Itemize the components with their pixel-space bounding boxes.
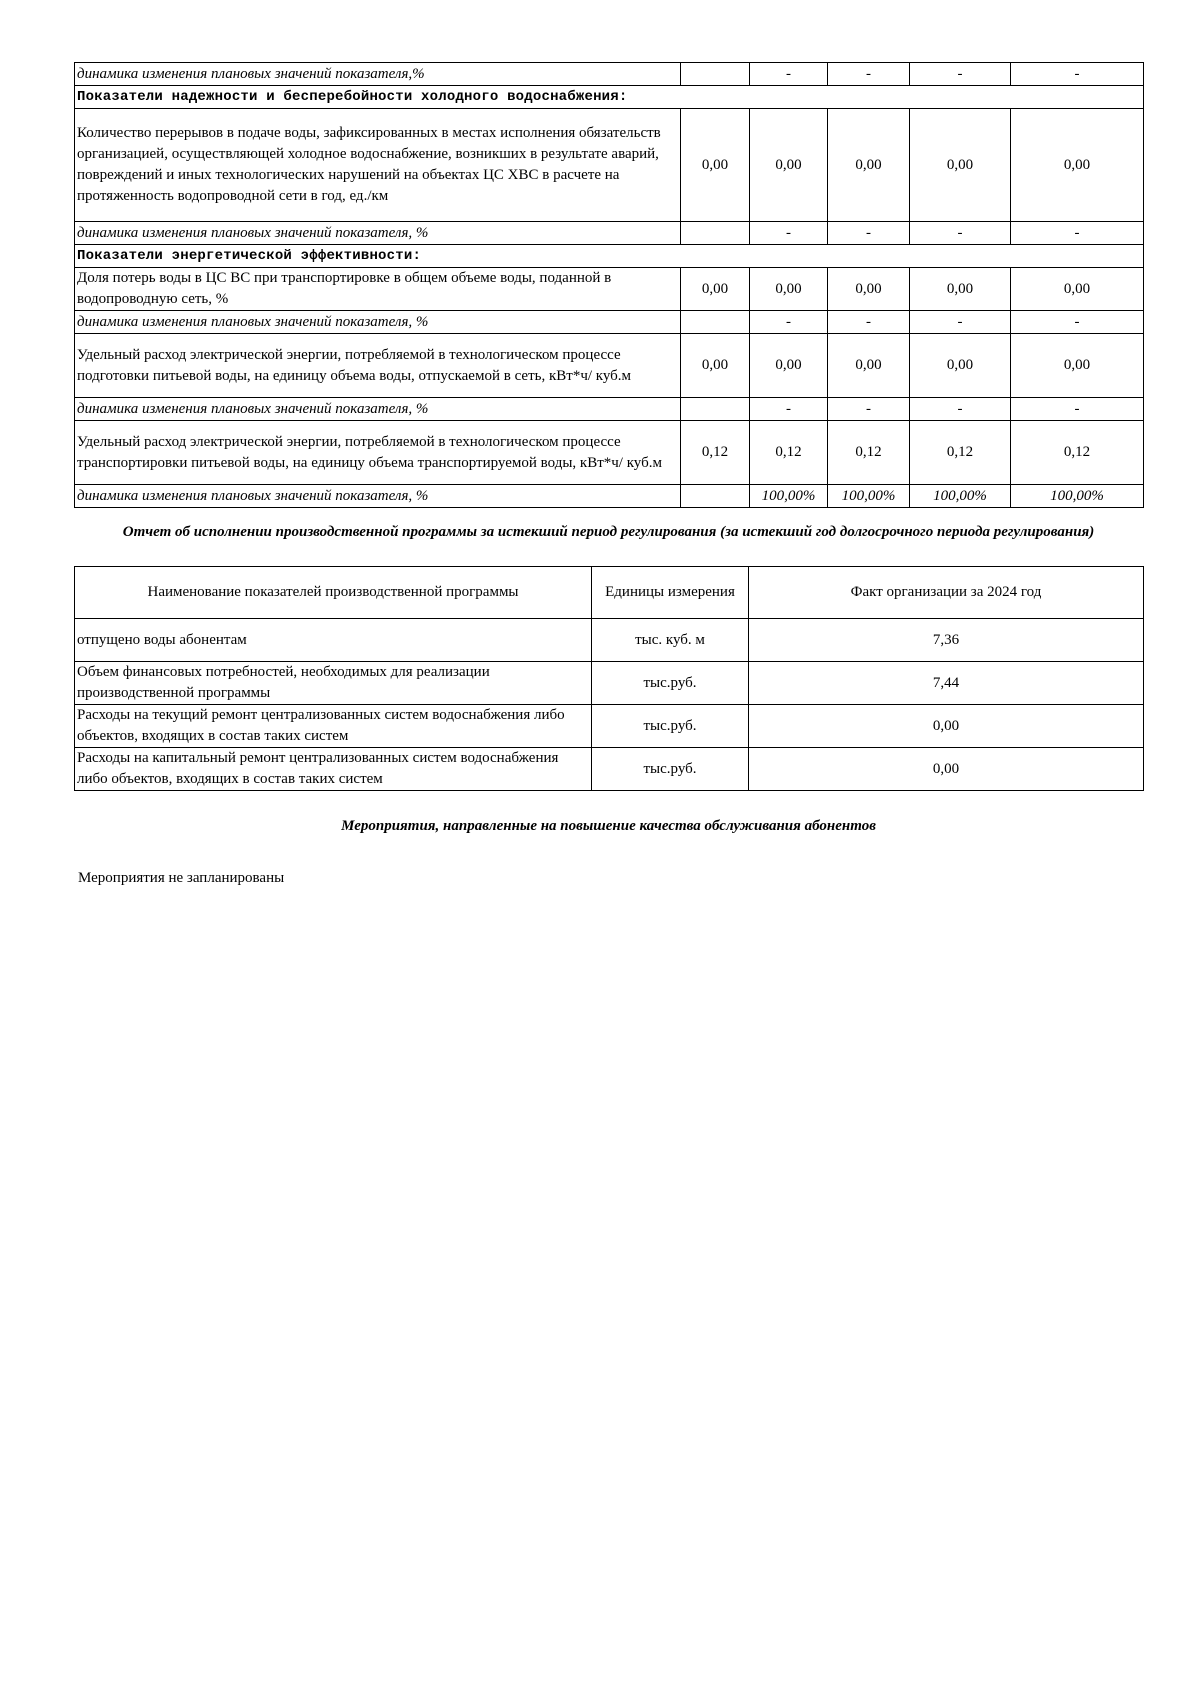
energy-section-title: Показатели энергетической эффективности: bbox=[75, 245, 1144, 268]
indicator-value: 0,00 bbox=[750, 109, 828, 222]
dynamics-label: динамика изменения плановых значений показателя, % bbox=[75, 398, 681, 421]
measures-title: Мероприятия, направленные на повышение качества обслуживания абонентов bbox=[341, 818, 876, 834]
indicator-value: 0,00 bbox=[681, 268, 750, 311]
indicator-value: 0,00 bbox=[1011, 334, 1144, 398]
indicator-value: 0,00 bbox=[1011, 109, 1144, 222]
indicator-value: 0,12 bbox=[1011, 421, 1144, 485]
report-row-value: 0,00 bbox=[749, 748, 1144, 791]
column-header: Единицы измерения bbox=[592, 567, 749, 619]
dynamics-value: 100,00% bbox=[910, 485, 1011, 508]
report-row-unit: тыс. куб. м bbox=[592, 619, 749, 662]
report-header-row bbox=[75, 567, 1144, 619]
report-row-value: 0,00 bbox=[749, 705, 1144, 748]
indicator-name: Доля потерь воды в ЦС ВС при транспортировке в общем объеме воды, поданной в водопроводную сеть, % bbox=[75, 268, 681, 311]
indicator-name: Удельный расход электрической энергии, потребляемой в технологическом процессе подготовки питьевой воды, на единицу объема воды, отпускаемой в сеть, кВт*ч/ куб.м bbox=[75, 334, 681, 398]
report-row-unit: тыс.руб. bbox=[592, 662, 749, 705]
report-row bbox=[75, 748, 1144, 791]
indicator-value: 0,00 bbox=[681, 109, 750, 222]
indicator-row bbox=[75, 421, 1144, 485]
indicator-row bbox=[75, 334, 1144, 398]
dynamics-label: динамика изменения плановых значений показателя,% bbox=[75, 63, 681, 86]
indicator-value: 0,00 bbox=[828, 334, 910, 398]
indicator-value: 0,00 bbox=[828, 268, 910, 311]
report-row-value: 7,44 bbox=[749, 662, 1144, 705]
report-row bbox=[75, 662, 1144, 705]
indicator-value: 0,12 bbox=[681, 421, 750, 485]
report-row bbox=[75, 705, 1144, 748]
dynamics-row: динамика изменения плановых значений показателя, % - - - - bbox=[75, 398, 1144, 421]
measures-note: Мероприятия не запланированы bbox=[78, 870, 285, 886]
report-row-unit: тыс.руб. bbox=[592, 748, 749, 791]
dynamics-label: динамика изменения плановых значений показателя, % bbox=[75, 485, 681, 508]
indicators-table bbox=[74, 62, 1144, 508]
dynamics-row bbox=[75, 485, 1144, 508]
column-header: Факт организации за 2024 год bbox=[749, 567, 1144, 619]
dynamics-value: 100,00% bbox=[828, 485, 910, 508]
indicator-value: 0,00 bbox=[750, 268, 828, 311]
indicator-value: 0,00 bbox=[910, 109, 1011, 222]
report-row bbox=[75, 619, 1144, 662]
report-row-name: Объем финансовых потребностей, необходимых для реализации производственной программы bbox=[75, 662, 592, 705]
reliability-section-title: Показатели надежности и бесперебойности холодного водоснабжения: bbox=[75, 86, 1144, 109]
indicator-value: 0,00 bbox=[1011, 268, 1144, 311]
report-title: Отчет об исполнении производственной программы за истекший период регулирования (за истекший год долгосрочного периода регулирования) bbox=[122, 524, 1095, 540]
indicator-value: 0,00 bbox=[681, 334, 750, 398]
report-table bbox=[74, 566, 1144, 791]
dynamics-value: 100,00% bbox=[1011, 485, 1144, 508]
dynamics-row: динамика изменения плановых значений показателя, % - - - - bbox=[75, 222, 1144, 245]
indicator-value: 0,12 bbox=[828, 421, 910, 485]
dynamics-label: динамика изменения плановых значений показателя, % bbox=[75, 222, 681, 245]
dynamics-row: динамика изменения плановых значений показателя, % - - - - bbox=[75, 311, 1144, 334]
report-row-unit: тыс.руб. bbox=[592, 705, 749, 748]
indicator-row bbox=[75, 109, 1144, 222]
dynamics-label: динамика изменения плановых значений показателя, % bbox=[75, 311, 681, 334]
section-heading bbox=[75, 86, 1144, 109]
report-row-name: Расходы на капитальный ремонт централизованных систем водоснабжения либо объектов, входящих в состав таких систем bbox=[75, 748, 592, 791]
column-header: Наименование показателей производственной программы bbox=[75, 567, 592, 619]
report-row-value: 7,36 bbox=[749, 619, 1144, 662]
indicator-value: 0,00 bbox=[750, 334, 828, 398]
report-row-name: Расходы на текущий ремонт централизованных систем водоснабжения либо объектов, входящих в состав таких систем bbox=[75, 705, 592, 748]
indicator-value: 0,00 bbox=[910, 268, 1011, 311]
dynamics-value: 100,00% bbox=[750, 485, 828, 508]
section-heading bbox=[75, 245, 1144, 268]
indicator-value: 0,00 bbox=[828, 109, 910, 222]
indicator-value: 0,00 bbox=[910, 334, 1011, 398]
indicator-row bbox=[75, 268, 1144, 311]
report-row-name: отпущено воды абонентам bbox=[75, 619, 592, 662]
indicator-name: Количество перерывов в подаче воды, зафиксированных в местах исполнения обязательств организацией, осуществляющей холодное водоснабжение, возникших в результате аварий, повреждений и иных технологических нарушений на объектах ЦС ХВС в расчете на протяженность водопроводной сети в год, ед./км bbox=[75, 109, 681, 222]
indicator-value: 0,12 bbox=[750, 421, 828, 485]
indicator-value: 0,12 bbox=[910, 421, 1011, 485]
dynamics-row: динамика изменения плановых значений показателя,% - - - - bbox=[75, 63, 1144, 86]
indicator-name: Удельный расход электрической энергии, потребляемой в технологическом процессе транспортировки питьевой воды, на единицу объема транспортируемой воды, кВт*ч/ куб.м bbox=[75, 421, 681, 485]
